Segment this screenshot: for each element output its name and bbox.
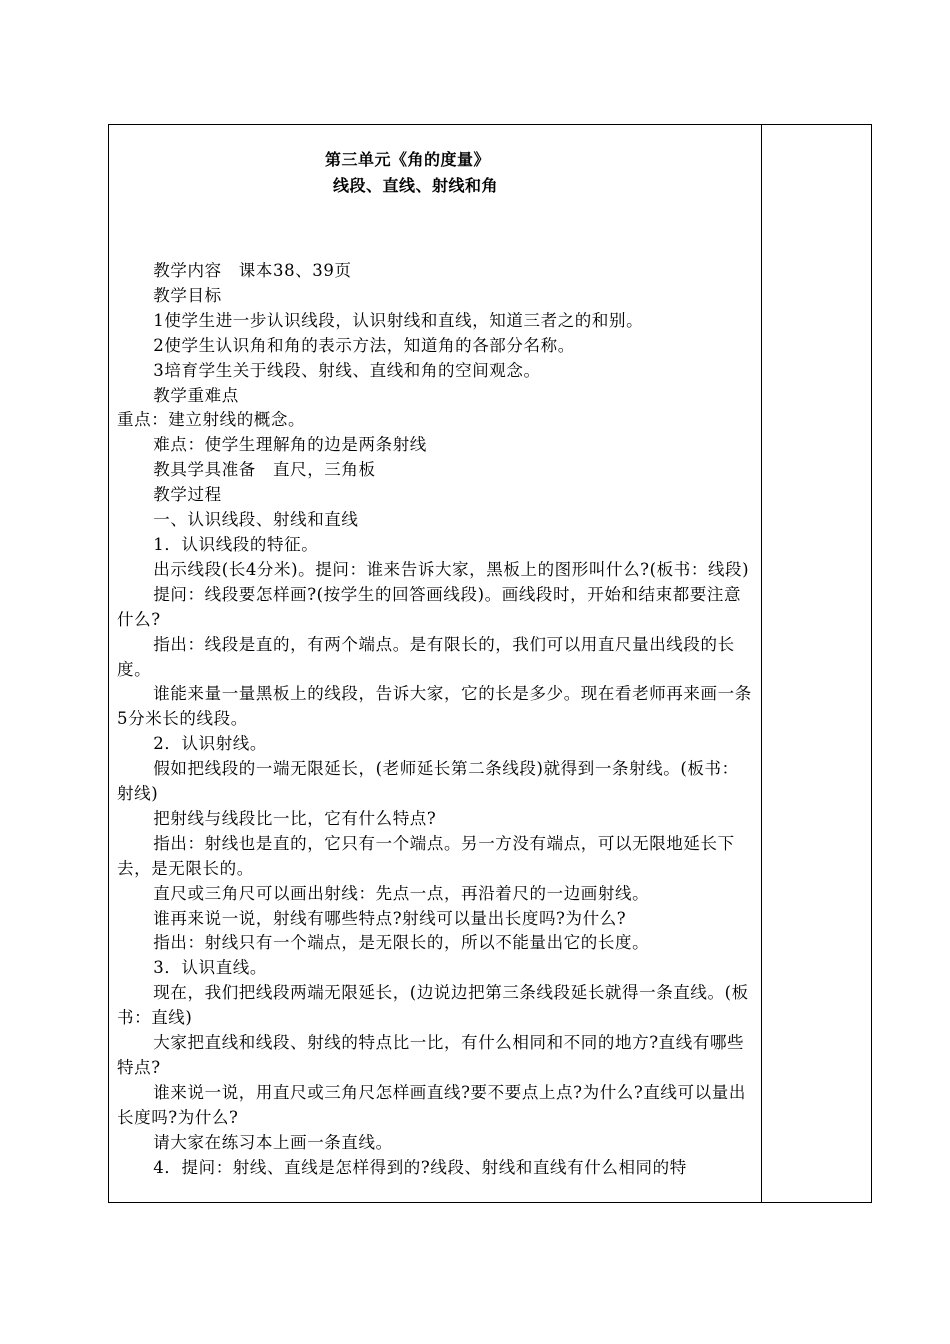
lesson-paragraph: 难点：使学生理解角的边是两条射线	[153, 435, 427, 455]
lesson-paragraph: 教学过程	[153, 485, 222, 505]
lesson-paragraph: 谁能来量一量黑板上的线段，告诉大家，它的长是多少。现在看老师再来画一条5分米长的线段。	[117, 684, 752, 729]
lesson-paragraph: 大家把直线和线段、射线的特点比一比，有什么相同和不同的地方?直线有哪些特点?	[117, 1033, 745, 1077]
lesson-plan-table	[108, 124, 872, 1203]
lesson-paragraph: 直尺或三角尺可以画出射线：先点一点，再沿着尺的一边画射线。	[153, 883, 650, 903]
lesson-paragraph: 指出：射线也是直的，它只有一个端点。另一方没有端点，可以无限地延长下去，是无限长的。	[117, 833, 735, 878]
lesson-paragraph: 1使学生进一步认识线段，认识射线和直线，知道三者之的和别。	[153, 310, 644, 330]
unit-title: 第三单元《角的度量》	[325, 150, 491, 169]
lesson-paragraph: 1．认识线段的特征。	[153, 534, 319, 554]
content-cell	[109, 125, 761, 1202]
title-block	[109, 147, 761, 199]
lesson-paragraph: 一、认识线段、射线和直线	[153, 510, 359, 530]
lesson-paragraph: 3培育学生关于线段、射线、直线和角的空间观念。	[153, 360, 541, 380]
lesson-subtitle: 线段、直线、射线和角	[333, 176, 499, 195]
lesson-paragraph: 3．认识直线。	[153, 958, 267, 978]
lesson-paragraph: 谁来说一说，用直尺或三角尺怎样画直线?要不要点上点?为什么?直线可以量出长度吗?为什么?	[117, 1082, 746, 1127]
notes-cell	[762, 125, 871, 1202]
lesson-body	[117, 259, 753, 1181]
lesson-paragraph: 2．认识射线。	[153, 734, 267, 754]
lesson-paragraph: 现在，我们把线段两端无限延长，(边说边把第三条线段延长就得一条直线。(板书：直线)	[117, 983, 749, 1028]
lesson-paragraph: 指出：射线只有一个端点，是无限长的，所以不能量出它的长度。	[153, 933, 650, 953]
lesson-paragraph: 请大家在练习本上画一条直线。	[153, 1132, 393, 1152]
lesson-paragraph: 教具学具准备 直尺，三角板	[153, 460, 376, 480]
lesson-paragraph: 谁再来说一说，射线有哪些特点?射线可以量出长度吗?为什么?	[153, 908, 627, 928]
lesson-paragraph: 教学目标	[153, 285, 222, 305]
lesson-paragraph: 假如把线段的一端无限延长，(老师延长第二条线段)就得到一条射线。(板书：射线)	[117, 759, 739, 804]
lesson-paragraph: 2使学生认识角和角的表示方法，知道角的各部分名称。	[153, 335, 575, 355]
lesson-paragraph: 把射线与线段比一比，它有什么特点?	[153, 808, 437, 828]
lesson-paragraph: 提问：线段要怎样画?(按学生的回答画线段)。画线段时，开始和结束都要注意什么?	[117, 584, 742, 629]
lesson-paragraph: 重点：建立射线的概念。	[117, 410, 306, 430]
lesson-paragraph: 4．提问：射线、直线是怎样得到的?线段、射线和直线有什么相同的特	[153, 1157, 687, 1177]
lesson-paragraph: 出示线段(长4分米)。提问：谁来告诉大家，黑板上的图形叫什么?(板书：线段)	[153, 559, 750, 579]
lesson-paragraph: 教学重难点	[153, 385, 239, 405]
lesson-paragraph: 指出：线段是直的，有两个端点。是有限长的，我们可以用直尺量出线段的长度。	[117, 634, 735, 679]
lesson-paragraph: 教学内容 课本38、39页	[153, 261, 352, 280]
